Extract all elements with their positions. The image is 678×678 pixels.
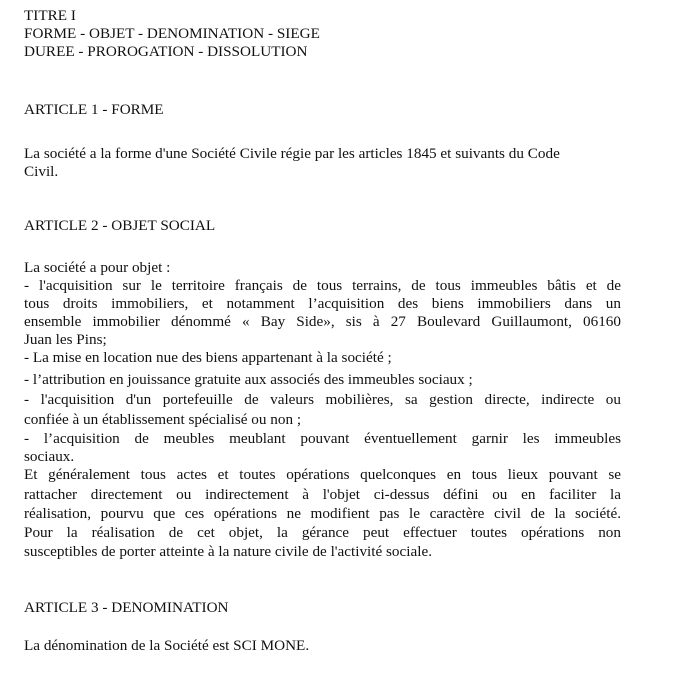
article-3-body: La dénomination de la Société est SCI MONE. <box>24 637 310 654</box>
title-line-1: TITRE I <box>24 7 76 24</box>
title-line-2: FORME - OBJET - DENOMINATION - SIEGE <box>24 25 320 42</box>
article-2-line: Juan les Pins; <box>24 331 107 348</box>
article-2-line: sociaux. <box>24 448 75 465</box>
article-2-line: - l’acquisition de meubles meublant pouvant éventuellement garnir les immeubles <box>24 430 621 447</box>
article-2-line: - l'acquisition d'un portefeuille de valeurs mobilières, sa gestion directe, indirecte ou <box>24 391 621 408</box>
article-2-line: Et généralement tous actes et toutes opérations quelconques en tous lieux pouvant se <box>24 466 621 483</box>
article-2-line: tous droits immobiliers, et notamment l’acquisition des biens immobiliers dans un <box>24 295 621 312</box>
article-2-line: Pour la réalisation de cet objet, la gérance peut effectuer toutes opérations non <box>24 524 621 541</box>
article-2-line: susceptibles de porter atteinte à la nature civile de l'activité sociale. <box>24 543 432 560</box>
article-2-line: ensemble immobilier dénommé « Bay Side», sis à 27 Boulevard Guillaumont, 06160 <box>24 313 621 330</box>
article-2-line: La société a pour objet : <box>24 259 171 276</box>
article-1-heading: ARTICLE 1 - FORME <box>24 101 164 118</box>
article-2-heading: ARTICLE 2 - OBJET SOCIAL <box>24 217 216 234</box>
article-2-line: - l’attribution en jouissance gratuite aux associés des immeubles sociaux ; <box>24 371 473 388</box>
article-2-line: - l'acquisition sur le territoire français de tous terrains, de tous immeubles bâtis et de <box>24 277 621 294</box>
article-2-line: - La mise en location nue des biens appartenant à la société ; <box>24 349 392 366</box>
article-1-body-line-1: La société a la forme d'une Société Civile régie par les articles 1845 et suivants du Code <box>24 145 560 162</box>
title-line-3: DUREE - PROROGATION - DISSOLUTION <box>24 43 308 60</box>
article-2-line: rattacher directement ou indirectement à l'objet ci-dessus défini ou en faciliter la <box>24 486 621 503</box>
article-2-line: réalisation, pourvu que ces opérations ne modifient pas le caractère civil de la société. <box>24 505 621 522</box>
article-3-heading: ARTICLE 3 - DENOMINATION <box>24 599 229 616</box>
article-2-line: confiée à un établissement spécialisé ou non ; <box>24 411 302 428</box>
article-1-body-line-2: Civil. <box>24 163 59 180</box>
